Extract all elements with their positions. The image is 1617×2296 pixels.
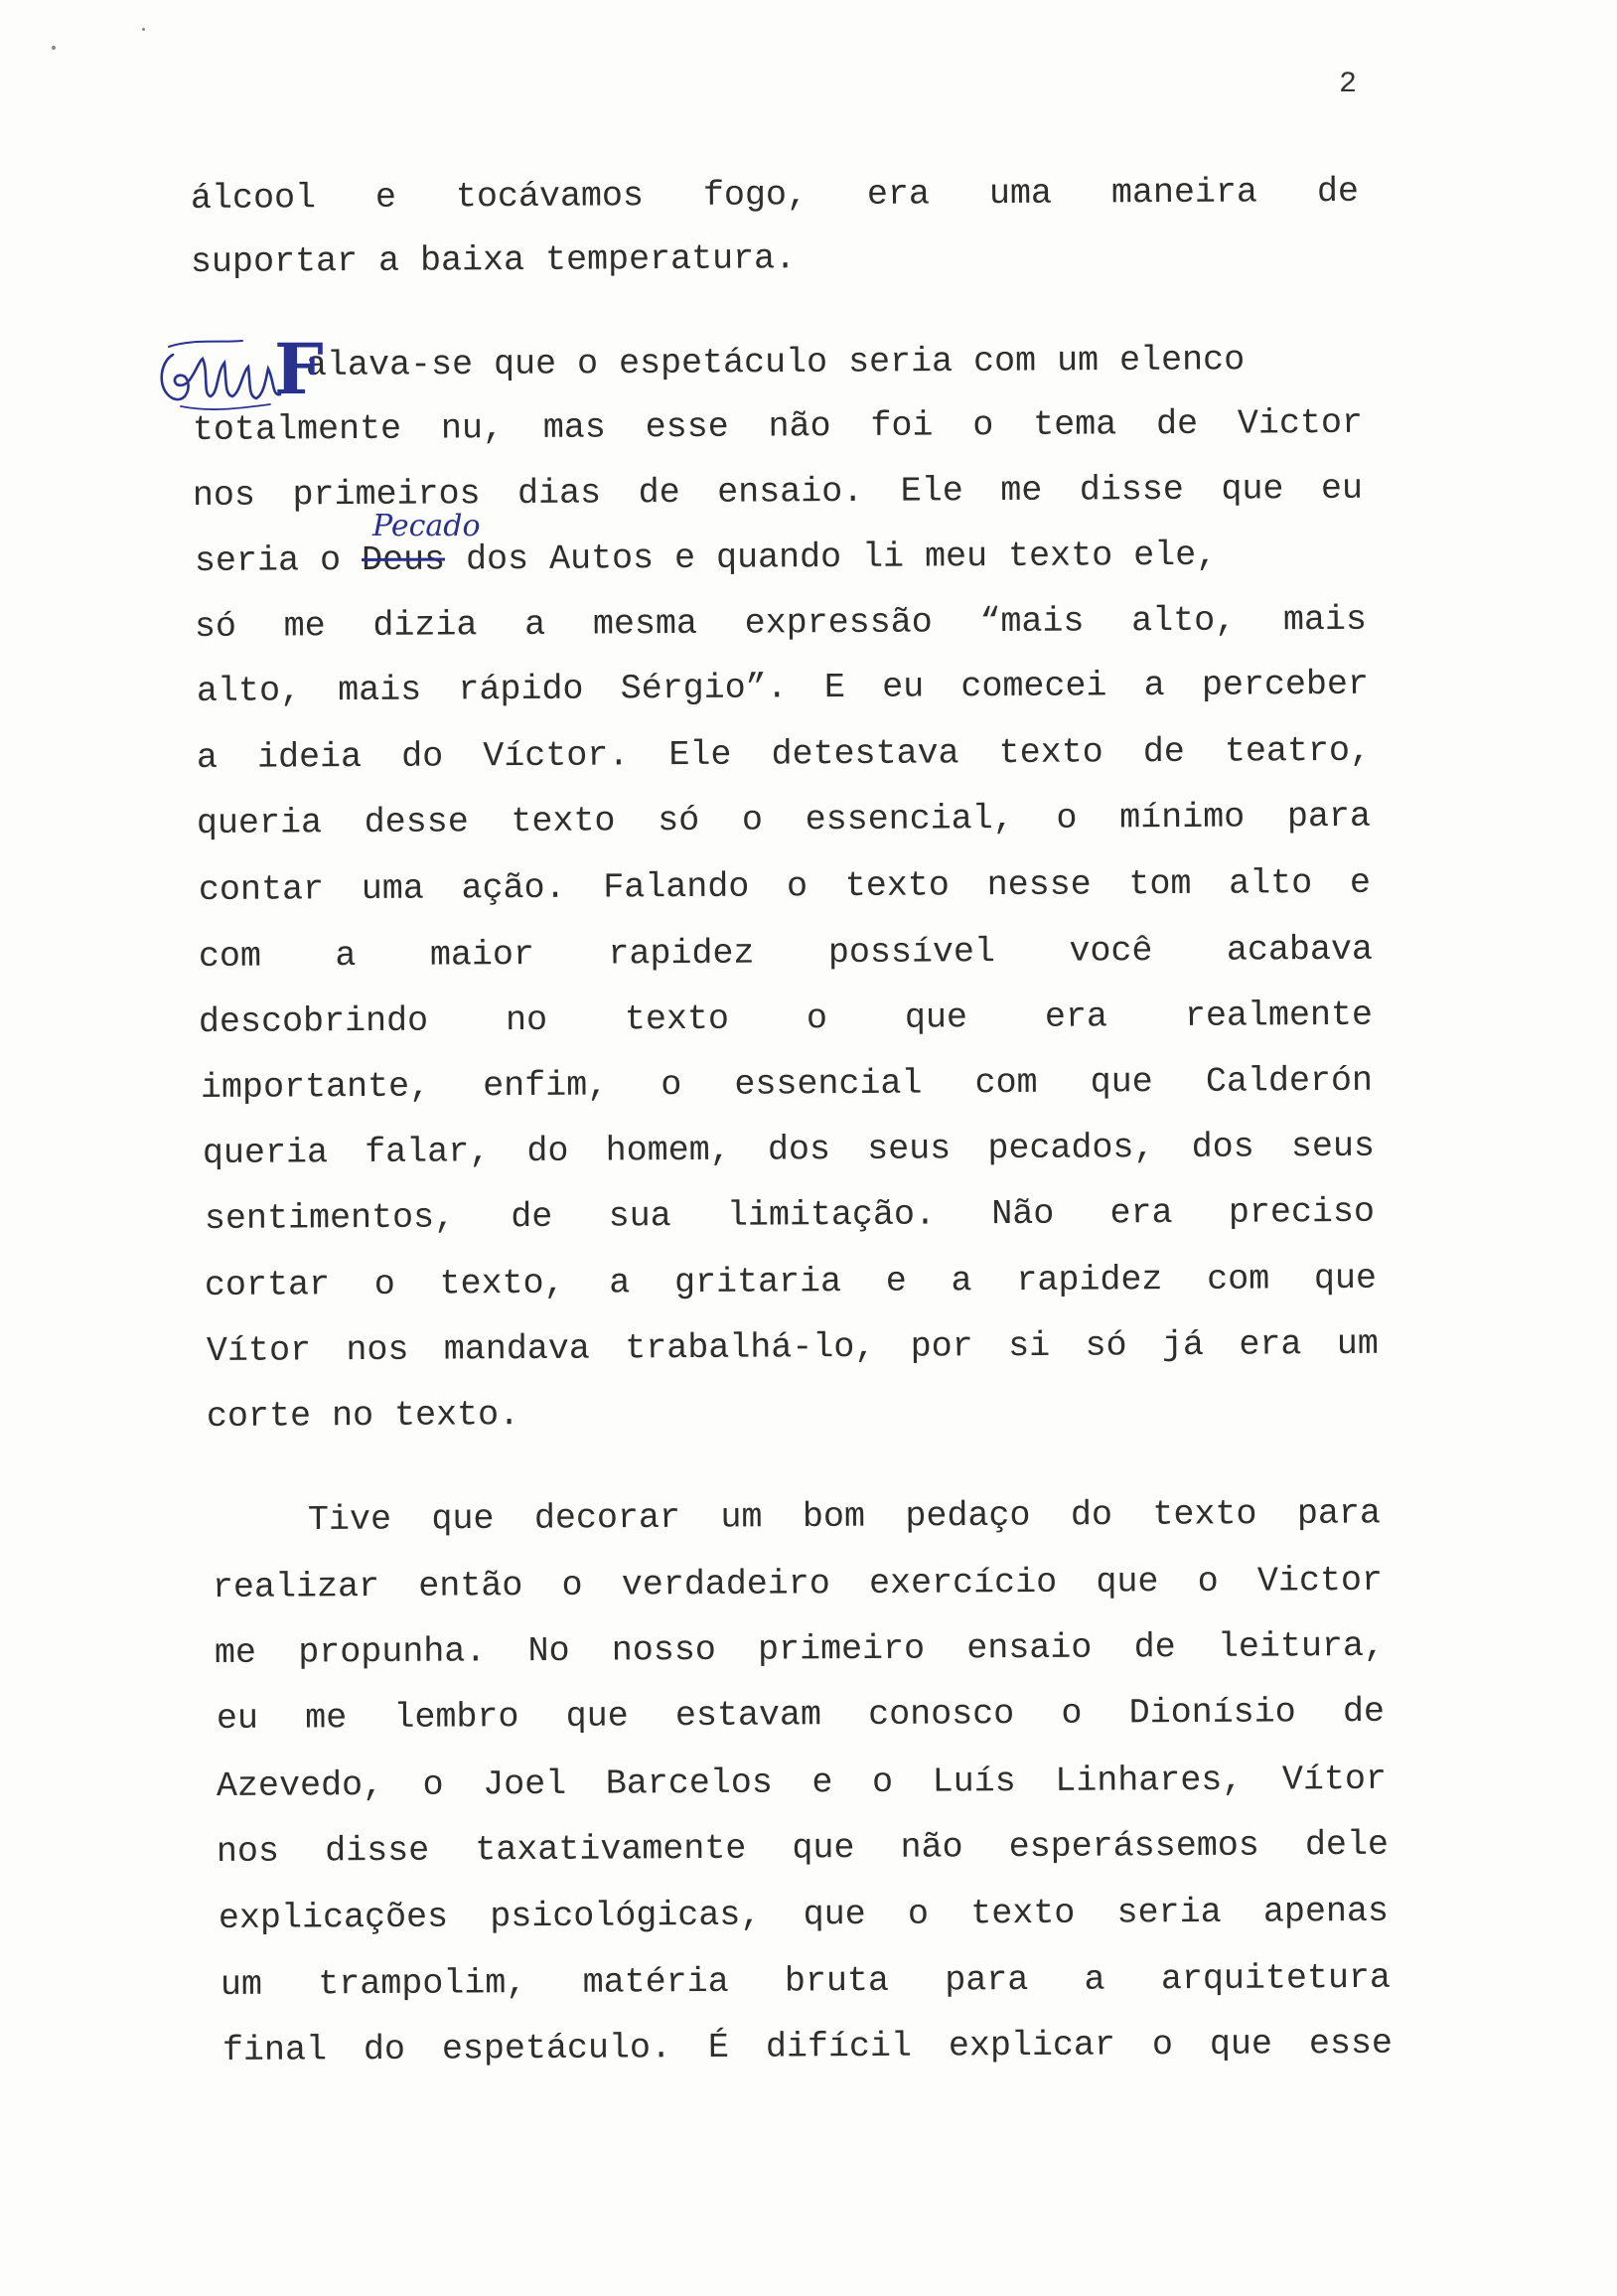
word: descobrindo xyxy=(198,1000,429,1042)
word: dos xyxy=(1191,1127,1254,1167)
word: detestava xyxy=(771,733,959,775)
text-line xyxy=(217,1817,1389,1880)
word: texto xyxy=(844,865,951,907)
word: dele xyxy=(1304,1824,1390,1866)
word: alto, xyxy=(196,671,302,711)
word: realizar xyxy=(212,1566,380,1607)
word: do xyxy=(401,736,444,777)
word: no xyxy=(505,999,548,1041)
word: o xyxy=(1151,2025,1174,2066)
text-line xyxy=(195,527,1365,589)
text-line xyxy=(195,592,1367,655)
word: disse xyxy=(1079,469,1184,511)
word: expressão xyxy=(744,602,933,644)
word: que xyxy=(431,1498,495,1540)
text-line xyxy=(191,228,1359,290)
word: a xyxy=(951,1261,972,1301)
word: era xyxy=(1044,996,1108,1037)
word: psicológicas, xyxy=(490,1895,762,1937)
word: sua xyxy=(608,1196,671,1237)
word: a xyxy=(1084,1959,1105,2000)
word: desse xyxy=(364,802,469,842)
word: bruta xyxy=(784,1960,890,2002)
word: seria xyxy=(1116,1892,1222,1933)
word: teatro, xyxy=(1224,730,1372,772)
word: a xyxy=(524,604,546,645)
word: Sérgio”. xyxy=(620,668,788,709)
text-line xyxy=(213,1553,1383,1615)
word: por xyxy=(910,1326,973,1367)
word: falar, xyxy=(365,1132,491,1173)
word: ideia xyxy=(256,736,363,778)
text-line xyxy=(201,1053,1373,1116)
word: não xyxy=(768,406,831,447)
word: Dionísio xyxy=(1128,1692,1296,1734)
word: para xyxy=(1286,796,1372,838)
word: contar xyxy=(198,869,325,910)
word: dos xyxy=(767,1130,831,1170)
word: nu, xyxy=(440,408,505,449)
word: si xyxy=(1008,1325,1051,1367)
text-line xyxy=(191,164,1359,227)
word: de xyxy=(1342,1691,1386,1733)
word: possível xyxy=(827,932,996,974)
word: texto xyxy=(998,732,1103,774)
word: eu xyxy=(216,1698,259,1739)
word: tocávamos xyxy=(455,176,645,218)
paper-speck xyxy=(142,28,145,31)
word: o xyxy=(972,405,994,446)
word: e xyxy=(1349,862,1372,903)
text-line xyxy=(197,657,1369,719)
word: foi xyxy=(870,405,934,446)
word: queria xyxy=(196,803,323,843)
word: mínimo xyxy=(1119,797,1246,839)
word: taxativamente xyxy=(475,1828,747,1871)
word: mesma xyxy=(592,603,698,645)
word: Não xyxy=(991,1193,1055,1235)
word: espetáculo. xyxy=(441,2028,672,2069)
word: seus xyxy=(867,1129,952,1169)
word: de xyxy=(1133,1627,1176,1668)
word: me xyxy=(1000,470,1043,512)
word: era xyxy=(1109,1193,1173,1234)
word: maior xyxy=(429,934,535,976)
word: uma xyxy=(361,868,424,909)
word: nosso xyxy=(611,1629,716,1671)
word: arquitetura xyxy=(1160,1957,1392,2000)
text-line-content: alava-se que o espetáculo seria com um elenco xyxy=(305,340,1246,385)
struck-word: Deus xyxy=(361,539,446,580)
page-number: 2 xyxy=(1339,68,1358,101)
word: que xyxy=(1090,1062,1153,1103)
text-line xyxy=(193,395,1363,458)
word: então xyxy=(418,1566,523,1607)
word: texto xyxy=(624,998,730,1040)
word: texto xyxy=(970,1893,1076,1934)
word: e xyxy=(885,1261,907,1301)
word: comecei xyxy=(960,666,1107,707)
word: uma xyxy=(988,173,1053,215)
text-line xyxy=(207,1382,1379,1445)
word: final xyxy=(221,2030,328,2070)
word: Linhares, xyxy=(1055,1760,1244,1801)
text-line xyxy=(306,332,1363,393)
word: um xyxy=(720,1497,763,1538)
word: Barcelos xyxy=(605,1762,773,1804)
word: mais xyxy=(338,670,422,711)
text-line xyxy=(207,1316,1379,1379)
word: nesse xyxy=(986,864,1092,906)
word: exercício xyxy=(868,1562,1058,1604)
word: decorar xyxy=(533,1497,681,1539)
word: o xyxy=(871,1761,894,1802)
word: de xyxy=(1316,171,1360,213)
text-line xyxy=(199,988,1373,1050)
word: rapidez xyxy=(608,933,755,975)
word: Ele xyxy=(900,471,963,512)
word: realmente xyxy=(1184,995,1374,1036)
word: eu xyxy=(882,667,925,707)
word: leitura, xyxy=(1217,1625,1386,1667)
word: você xyxy=(1069,931,1153,972)
word: No xyxy=(527,1630,570,1672)
word: Víctor. xyxy=(483,735,630,777)
word: que xyxy=(904,997,968,1038)
word: a xyxy=(609,1263,631,1303)
word: verdadeiro xyxy=(621,1564,830,1606)
text-after-strike: dos Autos e quando li meu texto ele, xyxy=(444,535,1218,580)
word: matéria xyxy=(582,1961,729,2003)
word: dias xyxy=(516,473,602,515)
word: maneira xyxy=(1110,172,1258,214)
word: propunha. xyxy=(298,1631,487,1673)
word: texto xyxy=(511,801,616,842)
word: “mais xyxy=(979,601,1085,643)
word: gritaria xyxy=(673,1262,842,1303)
word: homem, xyxy=(605,1130,731,1171)
word: esse xyxy=(1308,2023,1394,2065)
word: totalmente xyxy=(192,408,402,450)
text-line xyxy=(220,1950,1391,2013)
word: do xyxy=(363,2029,406,2070)
text-line xyxy=(222,2016,1393,2078)
word: mandava xyxy=(443,1328,591,1370)
word: Joel xyxy=(483,1763,567,1805)
word: que xyxy=(803,1895,866,1935)
word: preciso xyxy=(1228,1191,1376,1233)
text-line xyxy=(217,1752,1387,1814)
word: enfim, xyxy=(483,1065,609,1107)
text-line xyxy=(197,723,1371,786)
word: conosco xyxy=(868,1694,1015,1735)
word: a xyxy=(335,936,357,977)
word: Falando xyxy=(603,866,750,908)
text-line xyxy=(308,1485,1381,1548)
handwritten-insert-word: Pecado xyxy=(372,509,481,543)
word: com xyxy=(198,936,262,977)
word: a xyxy=(196,737,219,778)
word: o xyxy=(422,1764,444,1805)
word: que xyxy=(1096,1562,1159,1603)
word: rápido xyxy=(458,669,584,710)
word: explicar xyxy=(948,2025,1116,2066)
word: trabalhá-lo, xyxy=(625,1326,876,1369)
word: Victor xyxy=(1256,1560,1384,1602)
word: essencial xyxy=(734,1063,923,1105)
word: mais xyxy=(1282,599,1368,641)
word: que xyxy=(1221,469,1284,510)
text-line xyxy=(203,1119,1375,1181)
handwritten-initial-correction: F xyxy=(274,328,324,410)
word: já xyxy=(1161,1324,1205,1366)
word: rapidez xyxy=(1016,1260,1163,1301)
word: um xyxy=(220,1964,263,2005)
word: álcool xyxy=(190,178,317,219)
word: difícil xyxy=(765,2026,913,2067)
word: Vítor xyxy=(1281,1759,1388,1800)
word: o xyxy=(1197,1561,1219,1602)
word: com xyxy=(974,1062,1038,1104)
word: do xyxy=(1070,1495,1113,1536)
word: nos xyxy=(216,1831,280,1872)
word: e xyxy=(811,1762,833,1803)
word: me xyxy=(214,1632,257,1673)
word: apenas xyxy=(1262,1891,1390,1932)
word: limitação. xyxy=(726,1194,937,1236)
word: eu xyxy=(1320,468,1364,510)
word: dizia xyxy=(372,605,478,646)
word: trampolim, xyxy=(318,1963,527,2005)
word: seus xyxy=(1290,1126,1376,1167)
word: disse xyxy=(325,1830,430,1872)
word: que xyxy=(1313,1258,1378,1300)
word: E xyxy=(823,668,846,708)
word: estavam xyxy=(674,1695,822,1737)
word: ensaio. xyxy=(717,471,864,513)
word: o xyxy=(1061,1693,1083,1734)
word: pecados, xyxy=(987,1128,1155,1169)
word: primeiro xyxy=(757,1628,926,1670)
paper-speck xyxy=(52,46,56,50)
word: não xyxy=(900,1827,963,1868)
word: primeiros xyxy=(292,474,481,516)
word: texto xyxy=(1152,1494,1257,1535)
text-line xyxy=(205,1184,1375,1247)
word: explicações xyxy=(218,1897,449,1938)
word: nos xyxy=(346,1329,409,1371)
word: esse xyxy=(645,406,729,448)
word: Ele xyxy=(668,734,732,776)
word: do xyxy=(526,1131,569,1172)
word: o xyxy=(561,1565,583,1606)
word: cortar xyxy=(204,1265,331,1305)
word: alto xyxy=(1229,863,1313,904)
word: para xyxy=(1296,1493,1382,1534)
word: me xyxy=(283,606,326,647)
text-line xyxy=(199,922,1373,985)
word: com xyxy=(1207,1259,1270,1300)
word: alto, xyxy=(1131,600,1237,642)
word: acabava xyxy=(1226,929,1374,971)
word: Luís xyxy=(932,1761,1016,1802)
word: Calderón xyxy=(1205,1060,1374,1102)
word: o xyxy=(373,1264,395,1304)
word: que xyxy=(1209,2024,1273,2065)
word: o xyxy=(907,1894,930,1934)
word: fogo, xyxy=(702,175,808,216)
word: ensaio xyxy=(966,1627,1093,1669)
word: o xyxy=(661,1065,682,1106)
word: importante, xyxy=(200,1066,431,1108)
word: que xyxy=(792,1828,855,1869)
word: só xyxy=(194,606,237,647)
word: Victor xyxy=(1237,402,1364,444)
text-before-strike: seria o xyxy=(194,539,363,581)
word: para xyxy=(945,1960,1029,2001)
word: me xyxy=(305,1698,348,1739)
text-line-content: suportar a baixa temperatura. xyxy=(190,238,797,282)
text-line xyxy=(219,1884,1389,1946)
word: de xyxy=(511,1196,553,1238)
text-line xyxy=(199,855,1371,918)
text-line xyxy=(197,789,1371,851)
word: perceber xyxy=(1201,664,1370,705)
word: um xyxy=(1336,1323,1379,1365)
word: a xyxy=(1143,666,1165,706)
text-line-content: corte no texto. xyxy=(206,1395,520,1437)
word: de xyxy=(638,473,680,514)
word: de xyxy=(1142,731,1185,773)
word: o xyxy=(741,800,764,841)
word: só xyxy=(658,800,700,842)
word: pedaço xyxy=(905,1495,1031,1537)
word: É xyxy=(707,2027,730,2068)
word: o xyxy=(786,866,808,907)
text-line xyxy=(193,461,1363,524)
word: essencial, xyxy=(805,798,1014,841)
text-line xyxy=(217,1684,1385,1747)
word: bom xyxy=(802,1496,866,1537)
word: Vítor xyxy=(206,1330,312,1371)
word: e xyxy=(374,177,397,218)
word: lembro xyxy=(393,1697,519,1738)
word: tom xyxy=(1128,863,1192,905)
word: tema xyxy=(1033,404,1117,445)
word: o xyxy=(1056,798,1078,839)
word: só xyxy=(1085,1325,1127,1366)
word: o xyxy=(806,998,828,1039)
word: Tive xyxy=(307,1499,392,1540)
word: esperássemos xyxy=(1008,1825,1259,1868)
word: Azevedo, xyxy=(216,1764,384,1806)
word: mas xyxy=(542,407,606,448)
word: nos xyxy=(192,475,256,516)
text-line xyxy=(205,1251,1377,1313)
text-line xyxy=(215,1618,1385,1681)
word: sentimentos, xyxy=(204,1197,456,1239)
word: era xyxy=(866,174,931,215)
word: ação. xyxy=(461,867,566,909)
word: era xyxy=(1239,1324,1302,1365)
word: de xyxy=(1155,403,1199,445)
word: que xyxy=(565,1696,629,1737)
word: queria xyxy=(202,1133,329,1173)
word: texto, xyxy=(439,1263,565,1304)
